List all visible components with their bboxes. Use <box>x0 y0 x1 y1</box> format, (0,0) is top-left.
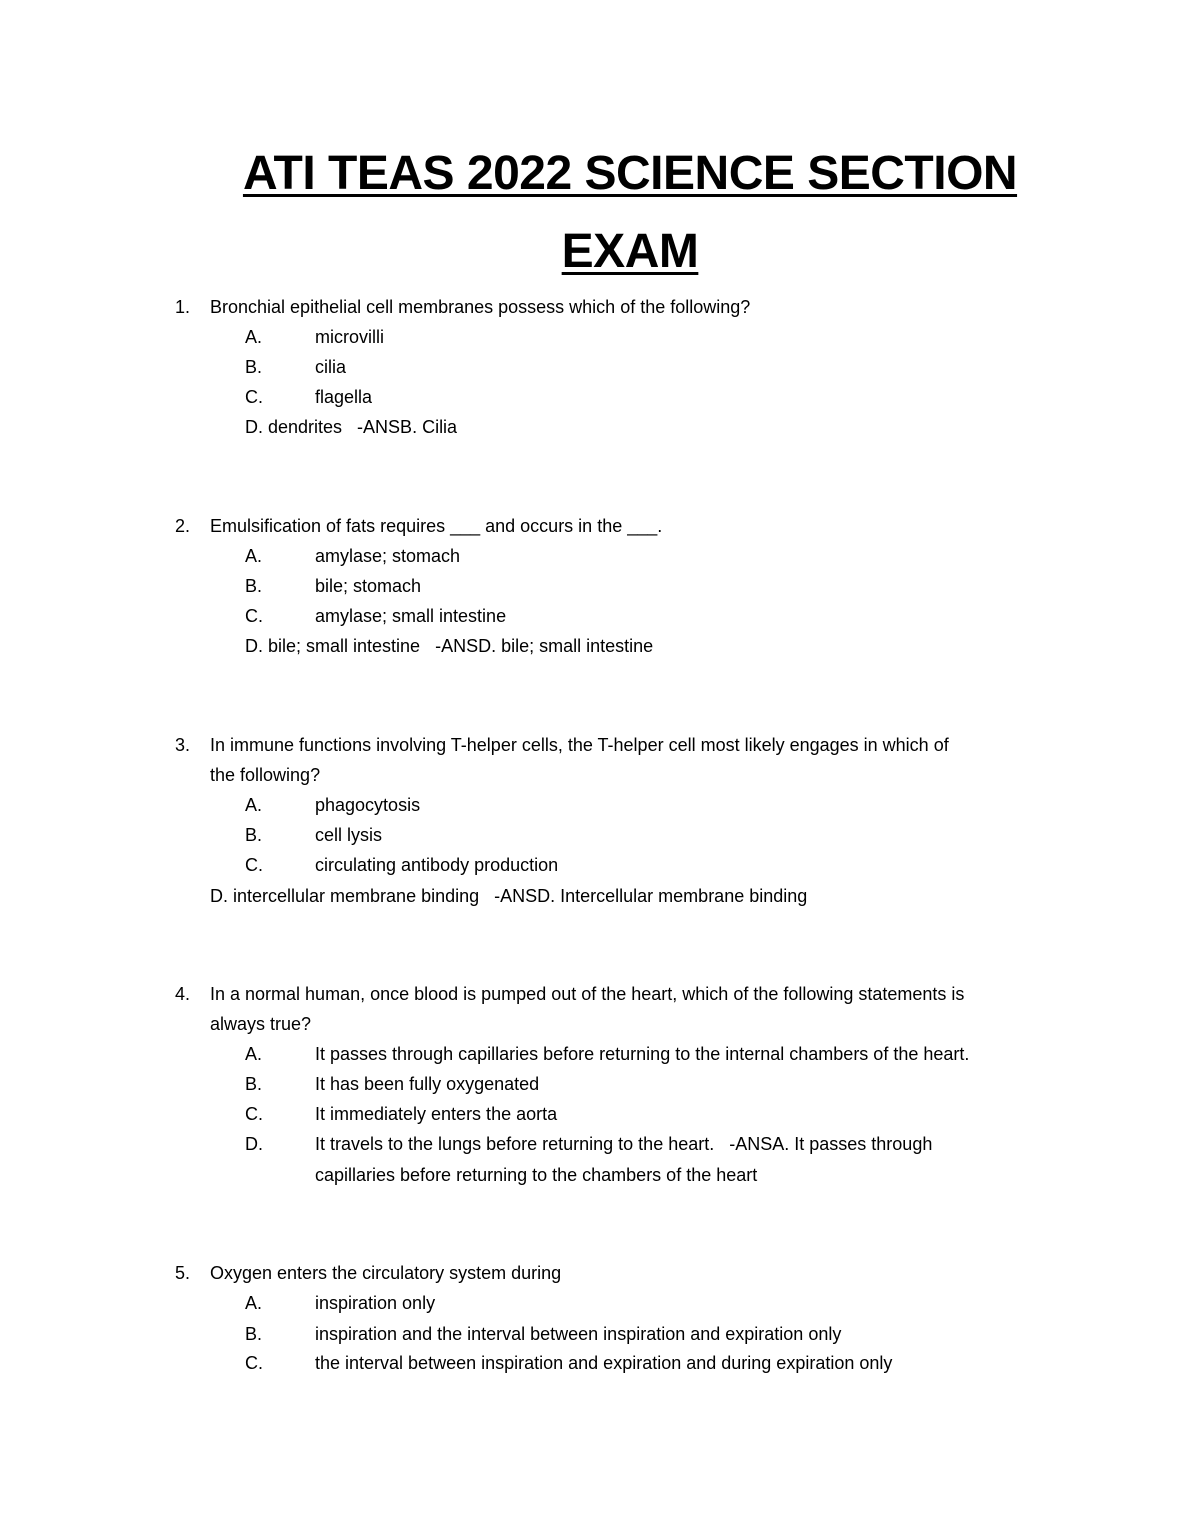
question-text: Bronchial epithelial cell membranes possess which of the following? <box>210 297 751 317</box>
question-text: Emulsification of fats requires ___ and occurs in the ___. <box>210 516 663 536</box>
option-text-with-answer: It travels to the lungs before returning to the heart. -ANSA. It passes through <box>315 1134 933 1154</box>
question-number: 2. <box>175 516 191 536</box>
option-letter: A. <box>245 1044 263 1064</box>
option-letter: A. <box>245 546 263 566</box>
option-text: bile; stomach <box>315 576 422 596</box>
question-number: 1. <box>175 297 191 317</box>
option-letter: C. <box>245 387 263 407</box>
option-text: cilia <box>315 357 347 377</box>
option-text: flagella <box>315 387 373 407</box>
option-text: It immediately enters the aorta <box>315 1104 558 1124</box>
option-d-with-answer: D. intercellular membrane binding -ANSD. Intercellular membrane binding <box>210 886 808 906</box>
option-letter: B. <box>245 576 263 596</box>
option-text: inspiration only <box>315 1293 436 1313</box>
question-number: 3. <box>175 735 191 755</box>
answer-continuation: capillaries before returning to the chambers of the heart <box>315 1165 758 1185</box>
question-number: 4. <box>175 984 191 1004</box>
option-text: the interval between inspiration and expiration and during expiration only <box>315 1353 893 1373</box>
option-letter: B. <box>245 825 263 845</box>
option-letter: D. <box>245 1134 263 1154</box>
option-letter: A. <box>245 1293 263 1313</box>
question-text: In immune functions involving T-helper cells, the T-helper cell most likely engages in which of <box>210 735 949 755</box>
option-letter: C. <box>245 855 263 875</box>
option-text: amylase; small intestine <box>315 606 507 626</box>
question-text: In a normal human, once blood is pumped out of the heart, which of the following statements is <box>210 984 965 1004</box>
option-letter: C. <box>245 606 263 626</box>
option-d-with-answer: D. bile; small intestine -ANSD. bile; small intestine <box>245 636 654 656</box>
option-text: cell lysis <box>315 825 383 845</box>
option-text: microvilli <box>315 327 384 347</box>
document-title-line-2: EXAM <box>561 225 699 278</box>
option-letter: B. <box>245 357 263 377</box>
option-text: inspiration and the interval between inspiration and expiration only <box>315 1324 842 1344</box>
question-text: the following? <box>210 765 321 785</box>
option-d-with-answer: D. dendrites -ANSB. Cilia <box>245 417 458 437</box>
option-letter: B. <box>245 1074 263 1094</box>
option-text: It passes through capillaries before returning to the internal chambers of the heart. <box>315 1044 970 1064</box>
document-title-line-1: ATI TEAS 2022 SCIENCE SECTION <box>242 147 1018 200</box>
option-letter: A. <box>245 795 263 815</box>
option-text: circulating antibody production <box>315 855 559 875</box>
question-text: always true? <box>210 1014 312 1034</box>
option-text: phagocytosis <box>315 795 421 815</box>
option-letter: B. <box>245 1324 263 1344</box>
question-text: Oxygen enters the circulatory system during <box>210 1263 562 1283</box>
option-letter: C. <box>245 1353 263 1373</box>
option-text: amylase; stomach <box>315 546 461 566</box>
option-letter: A. <box>245 327 263 347</box>
option-text: It has been fully oxygenated <box>315 1074 540 1094</box>
option-letter: C. <box>245 1104 263 1124</box>
question-number: 5. <box>175 1263 191 1283</box>
